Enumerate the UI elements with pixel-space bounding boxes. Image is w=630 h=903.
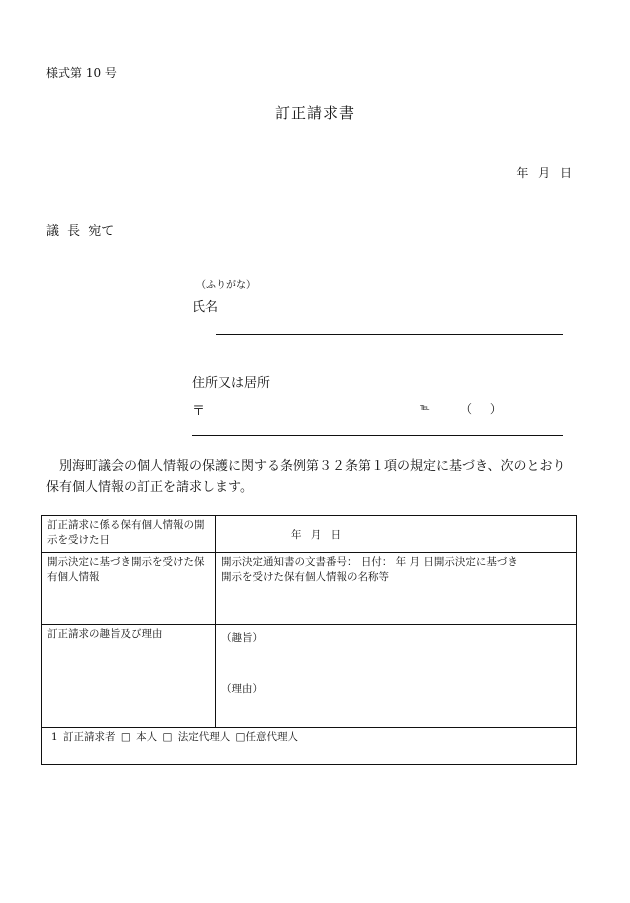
table-row bbox=[42, 625, 577, 728]
address-field-line[interactable] bbox=[192, 435, 563, 436]
purpose-reason-cell[interactable] bbox=[216, 625, 577, 728]
request-statement bbox=[46, 456, 586, 498]
table-row bbox=[42, 516, 577, 553]
postal-mark: 〒 bbox=[192, 404, 206, 419]
correction-request-table bbox=[41, 515, 577, 765]
document-title: 訂正請求書 bbox=[274, 104, 355, 122]
form-number: 様式第 10 号 bbox=[46, 66, 117, 80]
reason-label: （理由） bbox=[221, 683, 263, 695]
name-field-line[interactable] bbox=[216, 334, 563, 335]
table-row bbox=[42, 728, 577, 765]
purpose-reason-label: 訂正請求の趣旨及び理由 bbox=[42, 625, 216, 728]
name-label: 氏名 bbox=[192, 300, 219, 315]
purpose-label: （趣旨） bbox=[221, 632, 263, 644]
requester-type-cell[interactable] bbox=[42, 728, 577, 765]
disclosure-date-cell[interactable] bbox=[216, 516, 577, 553]
disclosure-date-label: 訂正請求に係る保有個人情報の開示を受けた日 bbox=[42, 516, 216, 553]
request-statement-line2: 保有個人情報の訂正を請求します。 bbox=[46, 480, 253, 495]
request-statement-line1: 別海町議会の個人情報の保護に関する条例第３２条第１項の規定に基づき、次のとおり bbox=[59, 459, 566, 474]
disclosed-info-label: 開示決定に基づき開示を受けた保有個人情報 bbox=[42, 553, 216, 625]
address-label: 住所又は居所 bbox=[192, 376, 271, 391]
table-row bbox=[42, 553, 577, 625]
requester-type-options: 1 訂正請求者 □ 本人 □ 法定代理人 □任意代理人 bbox=[51, 731, 298, 743]
furigana-label: （ふりがな） bbox=[196, 280, 256, 291]
disclosed-info-cell[interactable] bbox=[216, 553, 577, 625]
tel-area-code-parens: （ ） bbox=[460, 402, 502, 416]
addressee: 議 長 宛て bbox=[46, 224, 115, 239]
request-date: 年 月 日 bbox=[516, 166, 572, 180]
info-name-line: 開示を受けた保有個人情報の名称等 bbox=[221, 571, 389, 583]
notice-number-line: 開示決定通知書の文書番号： 日付： 年 月 日開示決定に基づき bbox=[221, 556, 518, 568]
disclosure-date-value: 年 月 日 bbox=[291, 529, 342, 541]
tel-label: ℡ bbox=[420, 403, 430, 413]
